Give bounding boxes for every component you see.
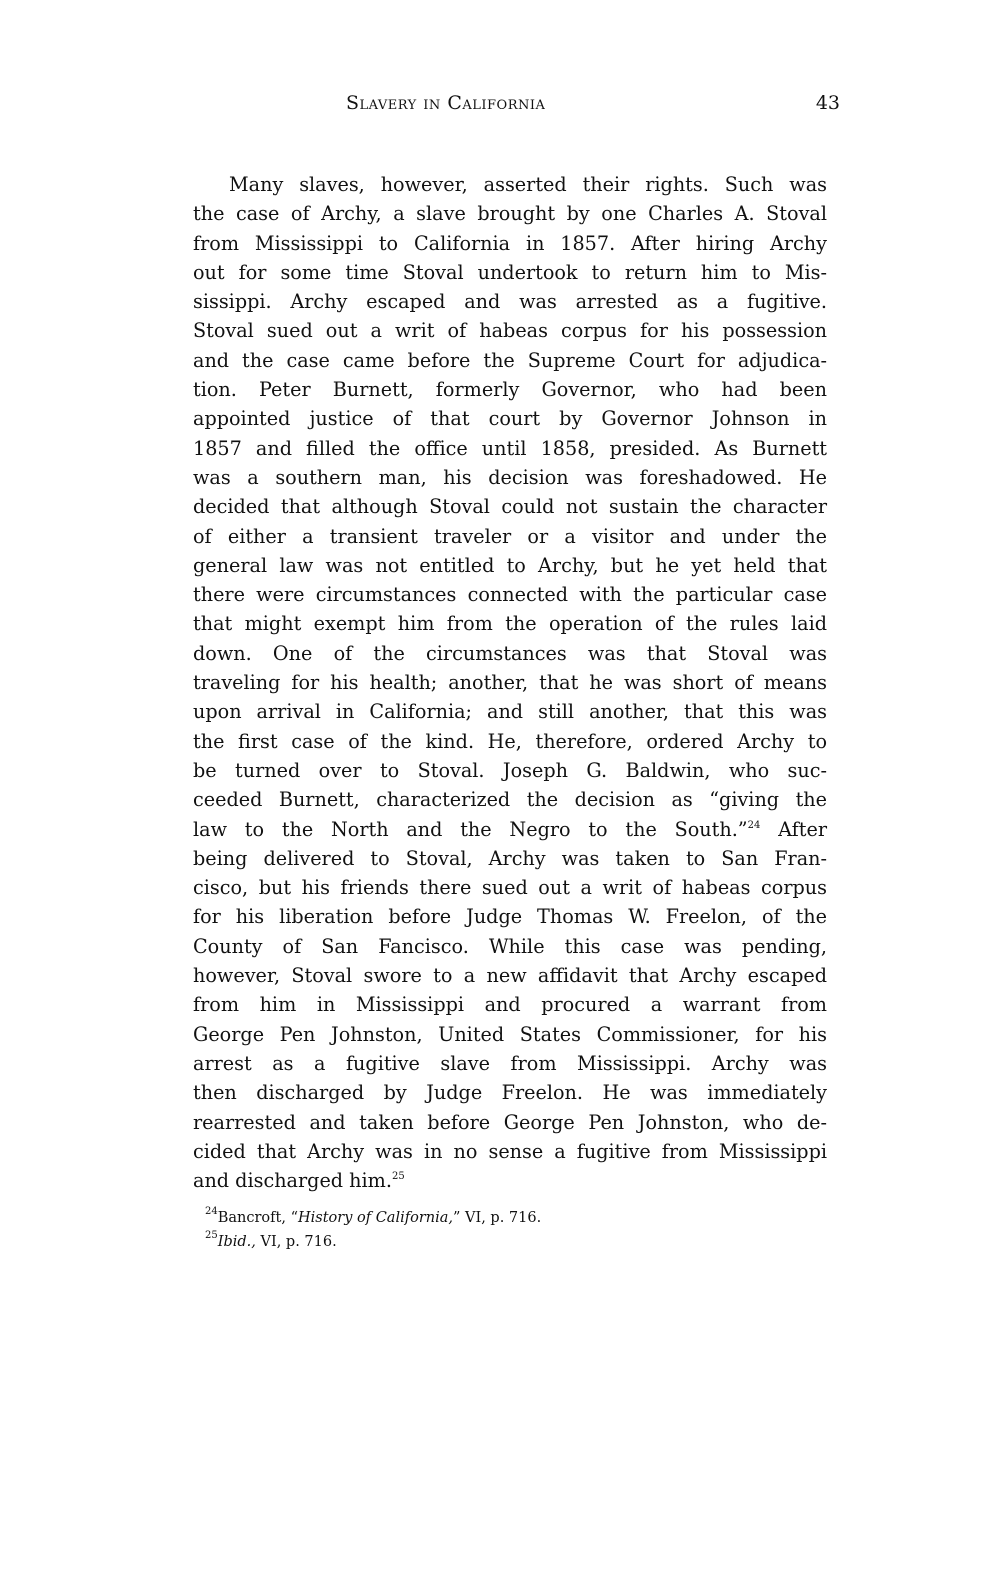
text-line [193,522,827,551]
line-text: George Pen Johnston, United States Commissioner, for his [193,1022,827,1046]
text-line [193,844,827,873]
text-line [193,346,827,375]
running-title: Slavery in California [346,92,546,114]
text-line [193,258,827,287]
text-line [193,375,827,404]
text-line [193,199,827,228]
line-text: however, Stoval swore to a new affidavit that Archy escaped [193,964,827,988]
line-text: traveling for his health; another, that he was short of means [193,671,827,695]
line-text: 1857 and filled the office until 1858, presided. As Burnett [193,436,827,460]
footnote-title: History of California, [297,1210,453,1226]
line-text: for his liberation before Judge Thomas W. Freelon, of the [193,905,827,929]
footnote-text: ” VI, p. 716. [452,1210,542,1226]
text-line [193,229,827,258]
footnote-number: 25 [205,1230,218,1241]
line-text: out for some time Stoval undertook to return him to Mis- [193,260,827,284]
text-line [193,1020,827,1049]
footnote-ref: 25 [391,1171,405,1183]
text-line [193,492,827,521]
line-text: Many slaves, however, asserted their rights. Such was [229,173,827,196]
text-line [193,170,827,199]
line-text: Stoval sued out a writ of habeas corpus for his possession [193,319,827,343]
text-line [193,551,827,580]
text-line [193,609,827,638]
text-line [193,287,827,316]
text-line [193,727,827,756]
text-line [193,1137,827,1166]
line-text: being delivered to Stoval, Archy was taken to San Fran- [193,846,827,870]
line-text: appointed justice of that court by Governor Johnson in [193,407,827,431]
line-text: rearrested and taken before George Pen Johnston, who de- [193,1110,827,1134]
text-line [193,434,827,463]
text-line [193,1078,827,1107]
text-line [193,785,827,814]
text-line [193,580,827,609]
line-text: sissippi. Archy escaped and was arrested as a fugitive. [193,290,827,314]
line-text: from Mississippi to California in 1857. After hiring Archy [193,231,827,255]
text-line [193,1108,827,1137]
line-text: upon arrival in California; and still another, that this was [193,700,827,724]
footnotes [205,1206,541,1254]
line-text: County of San Fancisco. While this case was pending, [193,934,827,958]
line-text: down. One of the circumstances was that Stoval was [193,641,827,665]
footnote [205,1206,541,1230]
text-line [193,697,827,726]
footnote-ref: 24 [747,819,761,831]
line-text: then discharged by Judge Freelon. He was immediately [193,1081,827,1105]
text-line [193,873,827,902]
line-text: be turned over to Stoval. Joseph G. Baldwin, who suc- [193,758,827,782]
text-line [193,639,827,668]
footnote [205,1230,541,1254]
line-text: and discharged him. [193,1169,392,1193]
page-number: 43 [815,92,840,114]
text-line [193,815,827,844]
text-line [193,1166,827,1195]
text-line [193,990,827,1019]
line-text: law to the North and the Negro to the South.” [193,817,748,841]
text-line [193,902,827,931]
line-text: After [760,817,827,841]
line-text: there were circumstances connected with the particular case [193,583,827,607]
footnote-text: Bancroft, “ [217,1210,298,1226]
text-line [193,316,827,345]
line-text: ceeded Burnett, characterized the decision as “giving the [193,788,827,812]
text-line [193,463,827,492]
line-text: and the case came before the Supreme Court for adjudica- [193,348,827,372]
line-text: arrest as a fugitive slave from Mississippi. Archy was [193,1051,827,1075]
text-line [193,756,827,785]
line-text: that might exempt him from the operation of the rules laid [193,612,827,636]
text-line [193,1049,827,1078]
text-line [193,404,827,433]
line-text: of either a transient traveler or a visitor and under the [193,524,827,548]
line-text: cided that Archy was in no sense a fugitive from Mississippi [193,1139,827,1163]
line-text: the case of Archy, a slave brought by one Charles A. Stoval [193,202,827,226]
body-paragraph [193,170,827,1195]
line-text: decided that although Stoval could not sustain the character [193,495,827,519]
line-text: general law was not entitled to Archy, but he yet held that [193,553,827,577]
line-text: cisco, but his friends there sued out a writ of habeas corpus [193,876,827,900]
text-line [193,668,827,697]
line-text: was a southern man, his decision was foreshadowed. He [193,465,827,489]
text-line [193,961,827,990]
footnote-title: Ibid., [217,1234,256,1250]
line-text: from him in Mississippi and procured a warrant from [193,993,827,1017]
text-line [193,932,827,961]
line-text: the first case of the kind. He, therefore, ordered Archy to [193,729,827,753]
page-header [193,92,840,120]
footnote-number: 24 [205,1206,218,1217]
line-text: tion. Peter Burnett, formerly Governor, who had been [193,378,827,402]
footnote-text: VI, p. 716. [255,1234,337,1250]
